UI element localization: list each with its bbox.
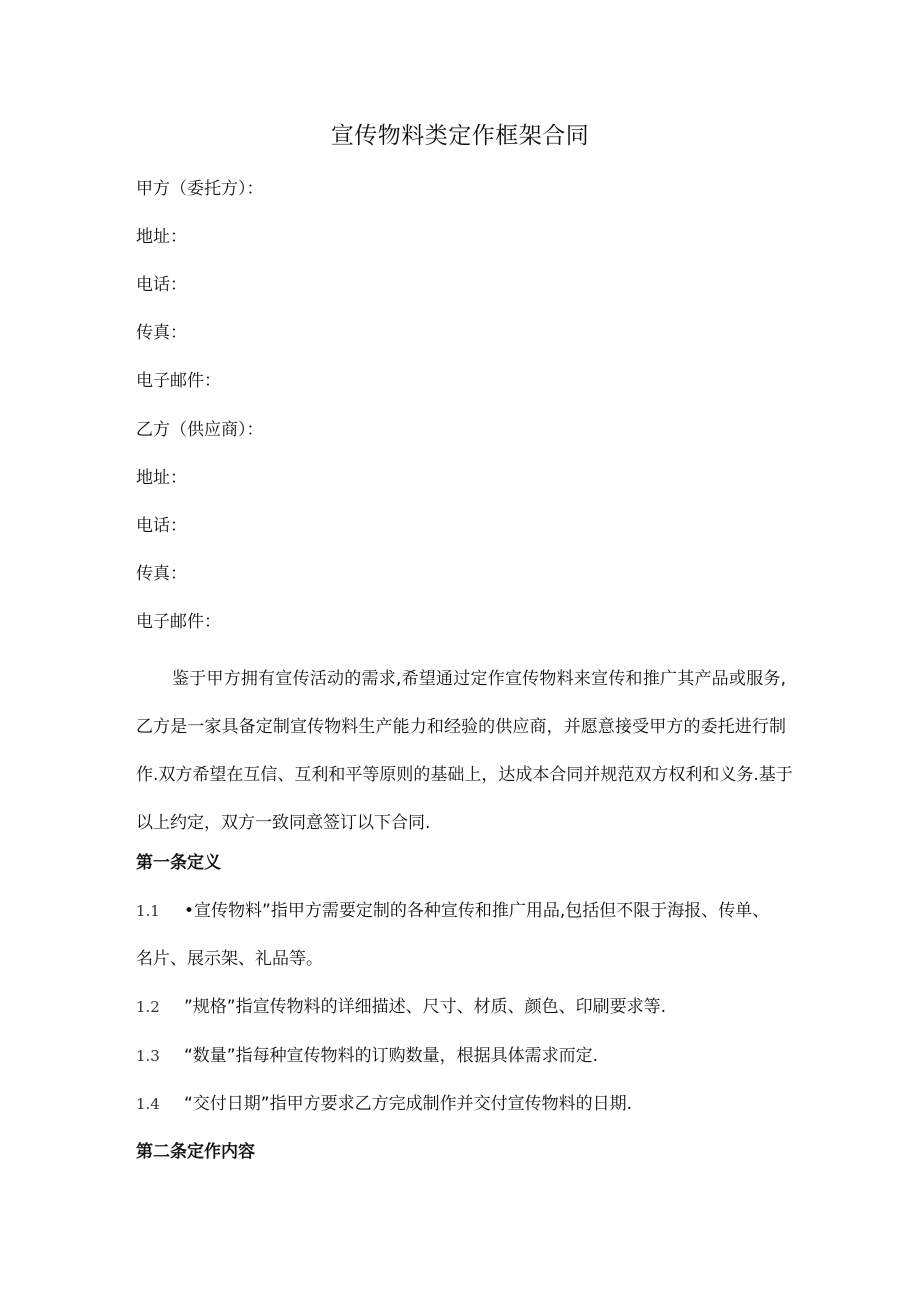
article2-heading: 第二条定作内容	[136, 1142, 255, 1162]
clause-number: 1.1	[136, 902, 160, 920]
clause-text: “交付日期”指甲方要求乙方完成制作并交付宣传物料的日期.	[184, 1094, 633, 1114]
preamble-line: 作.双方希望在互信、互利和平等原则的基础上，达成本合同并规范双方权利和义务.基于	[136, 765, 793, 785]
clause-1-3	[136, 1042, 598, 1070]
preamble-paragraph	[136, 655, 793, 847]
party-a-label: 甲方（委托方）：	[136, 179, 264, 199]
clause-1-4	[136, 1090, 632, 1118]
clause-number: 1.4	[136, 1095, 160, 1113]
clause-text: “数量”指每种宣传物料的订购数量，根据具体需求而定.	[184, 1046, 599, 1066]
clause-1-1	[136, 897, 769, 925]
clause-1-1-continuation: 名片、展示架、礼品等。	[136, 949, 323, 969]
clause-text: •宣传物料”指甲方需要定制的各种宣传和推广用品,包括但不限于海报、传单、	[184, 901, 770, 921]
party-b-label: 乙方（供应商）：	[136, 420, 264, 440]
party-a-address: 地址：	[136, 227, 187, 247]
party-a-fax: 传真：	[136, 323, 187, 343]
party-a-email: 电子邮件：	[136, 371, 221, 391]
party-b-phone: 电话：	[136, 516, 187, 536]
clause-number: 1.3	[136, 1047, 160, 1065]
party-b-fax: 传真：	[136, 564, 187, 584]
preamble-line: 以上约定，双方一致同意签订以下合同.	[136, 813, 431, 833]
preamble-line: 鉴于甲方拥有宣传活动的需求,希望通过定作宣传物料来宣传和推广其产品或服务,	[172, 669, 786, 689]
document-title: 宣传物料类定作框架合同	[330, 123, 590, 149]
clause-number: 1.2	[136, 998, 160, 1016]
party-b-address: 地址：	[136, 468, 187, 488]
clause-1-2	[136, 993, 666, 1021]
clause-text: ”规格”指宣传物料的详细描述、尺寸、材质、颜色、印刷要求等.	[184, 997, 667, 1017]
preamble-line: 乙方是一家具备定制宣传物料生产能力和经验的供应商，并愿意接受甲方的委托进行制	[136, 717, 786, 737]
party-b-email: 电子邮件：	[136, 612, 221, 632]
party-a-phone: 电话：	[136, 275, 187, 295]
article1-heading: 第一条定义	[136, 853, 221, 873]
